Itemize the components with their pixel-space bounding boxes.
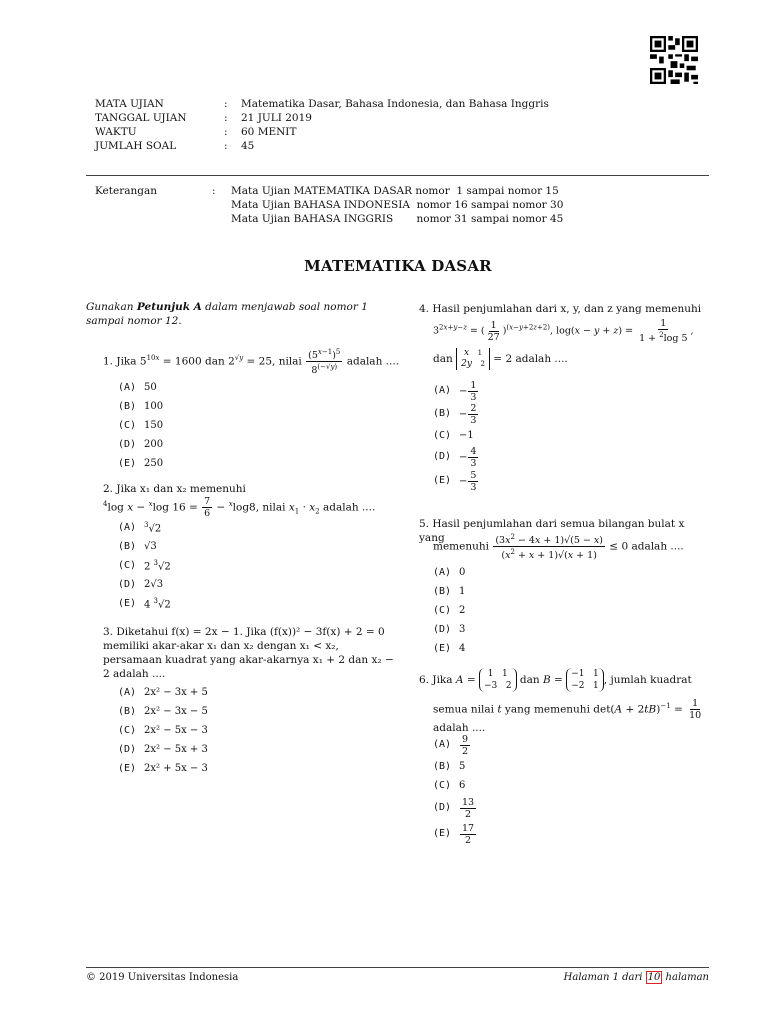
q3-options: [118, 683, 208, 778]
option-b[interactable]: [433, 582, 465, 601]
footer-page-pre: Halaman 1 dari: [563, 972, 646, 983]
question-2: 2. Jika x₁ dan x₂ memenuhi $^4$log x − $^x$log 16 = $\frac{7}{6}$ − $^x$log8, nilai $x_1 \cdot x_2$ adalah ....: [103, 483, 376, 519]
option-value: $\frac{9}{2}$: [462, 733, 469, 757]
option-value: √3: [144, 540, 157, 552]
option-value: − $\frac{4}{3}$: [459, 445, 477, 469]
option-value: 4: [459, 642, 466, 654]
option-label: (A): [433, 385, 452, 396]
option-b[interactable]: [433, 757, 477, 776]
option-value: 2√3: [144, 578, 164, 590]
option-value: 2: [459, 604, 466, 616]
option-e[interactable]: [433, 469, 479, 493]
option-value: −1: [459, 429, 474, 441]
option-e[interactable]: [433, 639, 465, 658]
option-a[interactable]: [433, 733, 477, 757]
question-number: 6.: [419, 674, 430, 686]
header-label-waktu: WAKTU: [95, 126, 137, 138]
footer-page-post: halaman: [662, 972, 709, 983]
question-1: 1. Jika $5^{10x} = 1600$ dan $2^{√y} = 25$, nilai $\frac{(5^{x-1})^5}{8^{(-√y)}}$ adalah ....: [103, 348, 400, 377]
option-c[interactable]: [433, 601, 465, 620]
q2-options: [118, 518, 171, 613]
section-title: MATEMATIKA DASAR: [304, 257, 492, 275]
option-label: (B): [118, 400, 137, 412]
option-b[interactable]: [118, 397, 163, 416]
q6-options: [433, 733, 477, 847]
keterangan-line-3: Mata Ujian BAHASA INGGRIS nomor 31 sampai nomor 45: [231, 213, 564, 225]
question-number: 1.: [103, 355, 114, 368]
option-value: 3: [459, 623, 466, 635]
option-c[interactable]: [118, 556, 171, 575]
header-colon: :: [224, 140, 228, 152]
divider: [86, 175, 709, 176]
option-label: (B): [118, 705, 137, 717]
option-label: (A): [118, 521, 137, 533]
keterangan-label: Keterangan: [95, 185, 157, 197]
instruction: [86, 300, 406, 328]
option-label: (D): [433, 623, 452, 635]
option-label: (D): [118, 743, 137, 755]
option-label: (B): [433, 760, 452, 772]
option-value: 50: [144, 381, 157, 393]
header-colon: :: [224, 126, 228, 138]
option-value: 4 $^3$√2: [144, 597, 171, 611]
instruction-post: dalam menjawab soal nomor 1 sampai nomor 12.: [86, 301, 368, 327]
header-label-tanggal: TANGGAL UJIAN: [95, 112, 187, 124]
option-e[interactable]: [118, 594, 171, 613]
option-value: 150: [144, 419, 164, 431]
option-d[interactable]: [433, 620, 465, 639]
footer-divider: [86, 967, 709, 968]
question-4-equation: $3^{2x+y-z}$ = ( $\frac{1}{27}$ )$^{(x-y+2z+2)}$, log(x − y + z) = $\frac{1}{1 + ^2\log 5}$ ,: [433, 318, 694, 345]
question-number: 2.: [103, 483, 114, 495]
option-label: (A): [433, 566, 452, 578]
question-4-determinant: dan x 1 2y 2 = 2 adalah ....: [433, 348, 568, 369]
header-colon: :: [224, 98, 228, 110]
option-value: $\frac{13}{2}$: [462, 796, 475, 820]
option-label: (D): [118, 578, 137, 590]
option-e[interactable]: [433, 821, 477, 847]
option-label: (C): [118, 559, 137, 571]
option-label: (B): [433, 585, 452, 597]
option-value: $^3$√2: [144, 521, 162, 535]
footer-page-info: [564, 972, 709, 983]
option-label: (E): [433, 828, 452, 839]
question-3-text: Diketahui f(x) = 2x − 1. Jika (f(x))² − 3f(x) + 2 = 0 memiliki akar-akar x₁ dan x₂ dengan x₁ < x₂, persamaan kuadrat yang akar-akarnya x₁ + 2 dan x₂ − 2 adalah ....: [103, 626, 394, 680]
header-colon: :: [224, 112, 228, 124]
header-label-mata-ujian: MATA UJIAN: [95, 98, 164, 110]
question-number: 4.: [419, 303, 430, 315]
option-label: (E): [433, 642, 452, 654]
option-value: − $\frac{5}{3}$: [459, 469, 477, 493]
header-value-mata-ujian: Matematika Dasar, Bahasa Indonesia, dan Bahasa Inggris: [241, 98, 549, 110]
option-e[interactable]: [118, 759, 208, 778]
option-a[interactable]: [433, 380, 479, 402]
option-value: 2x² − 3x − 5: [144, 705, 208, 717]
option-value: $\frac{17}{2}$: [462, 822, 475, 846]
option-label: (C): [118, 419, 137, 431]
option-a[interactable]: [118, 518, 171, 537]
option-label: (E): [433, 475, 452, 486]
header-label-jumlah-soal: JUMLAH SOAL: [95, 140, 177, 152]
option-value: 2x² − 3x + 5: [144, 686, 208, 698]
option-c[interactable]: [433, 426, 479, 445]
option-d[interactable]: [118, 740, 208, 759]
option-label: (E): [118, 457, 137, 469]
option-value: 250: [144, 457, 164, 469]
footer-copyright: © 2019 Universitas Indonesia: [86, 972, 239, 983]
option-label: (B): [118, 540, 137, 552]
q4-options: [433, 380, 479, 493]
question-number: 3.: [103, 626, 114, 638]
q5-options: [433, 563, 465, 658]
option-label: (A): [118, 686, 137, 698]
option-label: (C): [433, 429, 452, 441]
option-label: (E): [118, 597, 137, 609]
option-label: (C): [433, 779, 452, 791]
question-6: 6. Jika A = 1 1 −3 2 dan B = −1 1 −2 1 , jumlah kuadrat: [419, 669, 692, 691]
option-value: 200: [144, 438, 164, 450]
option-b[interactable]: [118, 537, 171, 556]
option-label: (E): [118, 762, 137, 774]
option-label: (D): [118, 438, 137, 450]
option-d[interactable]: [118, 575, 171, 594]
option-d[interactable]: [118, 435, 163, 454]
instruction-pre: Gunakan: [86, 301, 137, 313]
keterangan-line-2: Mata Ujian BAHASA INDONESIA nomor 16 sampai nomor 30: [231, 199, 564, 211]
option-value: 6: [459, 779, 466, 791]
question-2-lead: Jika x₁ dan x₂ memenuhi: [116, 483, 246, 495]
header-value-tanggal: 21 JULI 2019: [241, 112, 312, 124]
question-5-expression: memenuhi $\frac{(3x^2 - 4x + 1)√(5 - x)}{(x^2 + x + 1)√(x + 1)}$ ≤ 0 adalah ....: [433, 533, 684, 562]
option-d[interactable]: [433, 445, 479, 469]
question-6-text: semua nilai t yang memenuhi $\det(A + 2tB)^{-1}$ = $\frac{1}{10}$ adalah ....: [433, 698, 702, 734]
option-b[interactable]: [118, 702, 208, 721]
option-label: (D): [433, 451, 452, 462]
question-4: [419, 302, 709, 316]
instruction-bold: Petunjuk A: [136, 301, 202, 313]
option-label: (A): [118, 381, 137, 393]
option-c[interactable]: [118, 721, 208, 740]
footer-page-total[interactable]: 10: [647, 972, 661, 983]
option-c[interactable]: [118, 416, 163, 435]
option-value: − $\frac{1}{3}$: [459, 379, 477, 403]
header-value-jumlah-soal: 45: [241, 140, 255, 152]
header-value-waktu: 60 MENIT: [241, 126, 297, 138]
option-a[interactable]: [118, 378, 163, 397]
question-number: 5.: [419, 518, 430, 530]
option-value: 5: [459, 760, 466, 772]
option-e[interactable]: [118, 454, 163, 473]
option-label: (C): [433, 604, 452, 616]
keterangan-colon: :: [212, 185, 216, 197]
option-label: (D): [433, 802, 452, 813]
option-b[interactable]: [433, 402, 479, 426]
option-label: (B): [433, 408, 452, 419]
question-3: [103, 625, 399, 681]
option-a[interactable]: [433, 563, 465, 582]
q1-options: [118, 378, 163, 473]
keterangan-line-1: Mata Ujian MATEMATIKA DASAR nomor 1 sampai nomor 15: [231, 185, 559, 197]
option-d[interactable]: [433, 795, 477, 821]
option-label: (A): [433, 739, 452, 750]
option-value: 100: [144, 400, 164, 412]
option-value: 2 $^3$√2: [144, 559, 171, 573]
option-value: 0: [459, 566, 466, 578]
option-value: 2x² − 5x − 3: [144, 724, 208, 736]
option-value: 2x² + 5x − 3: [144, 762, 208, 774]
option-value: − $\frac{2}{3}$: [459, 402, 477, 426]
option-c[interactable]: [433, 776, 477, 795]
option-value: 2x² − 5x + 3: [144, 743, 208, 755]
question-4-lead: Hasil penjumlahan dari x, y, dan z yang memenuhi: [432, 303, 702, 315]
qr-code-icon: [650, 36, 698, 84]
question-5-lead: Hasil penjumlahan dari semua bilangan bulat x yang: [419, 518, 685, 544]
option-a[interactable]: [118, 683, 208, 702]
option-value: 1: [459, 585, 466, 597]
option-label: (C): [118, 724, 137, 736]
